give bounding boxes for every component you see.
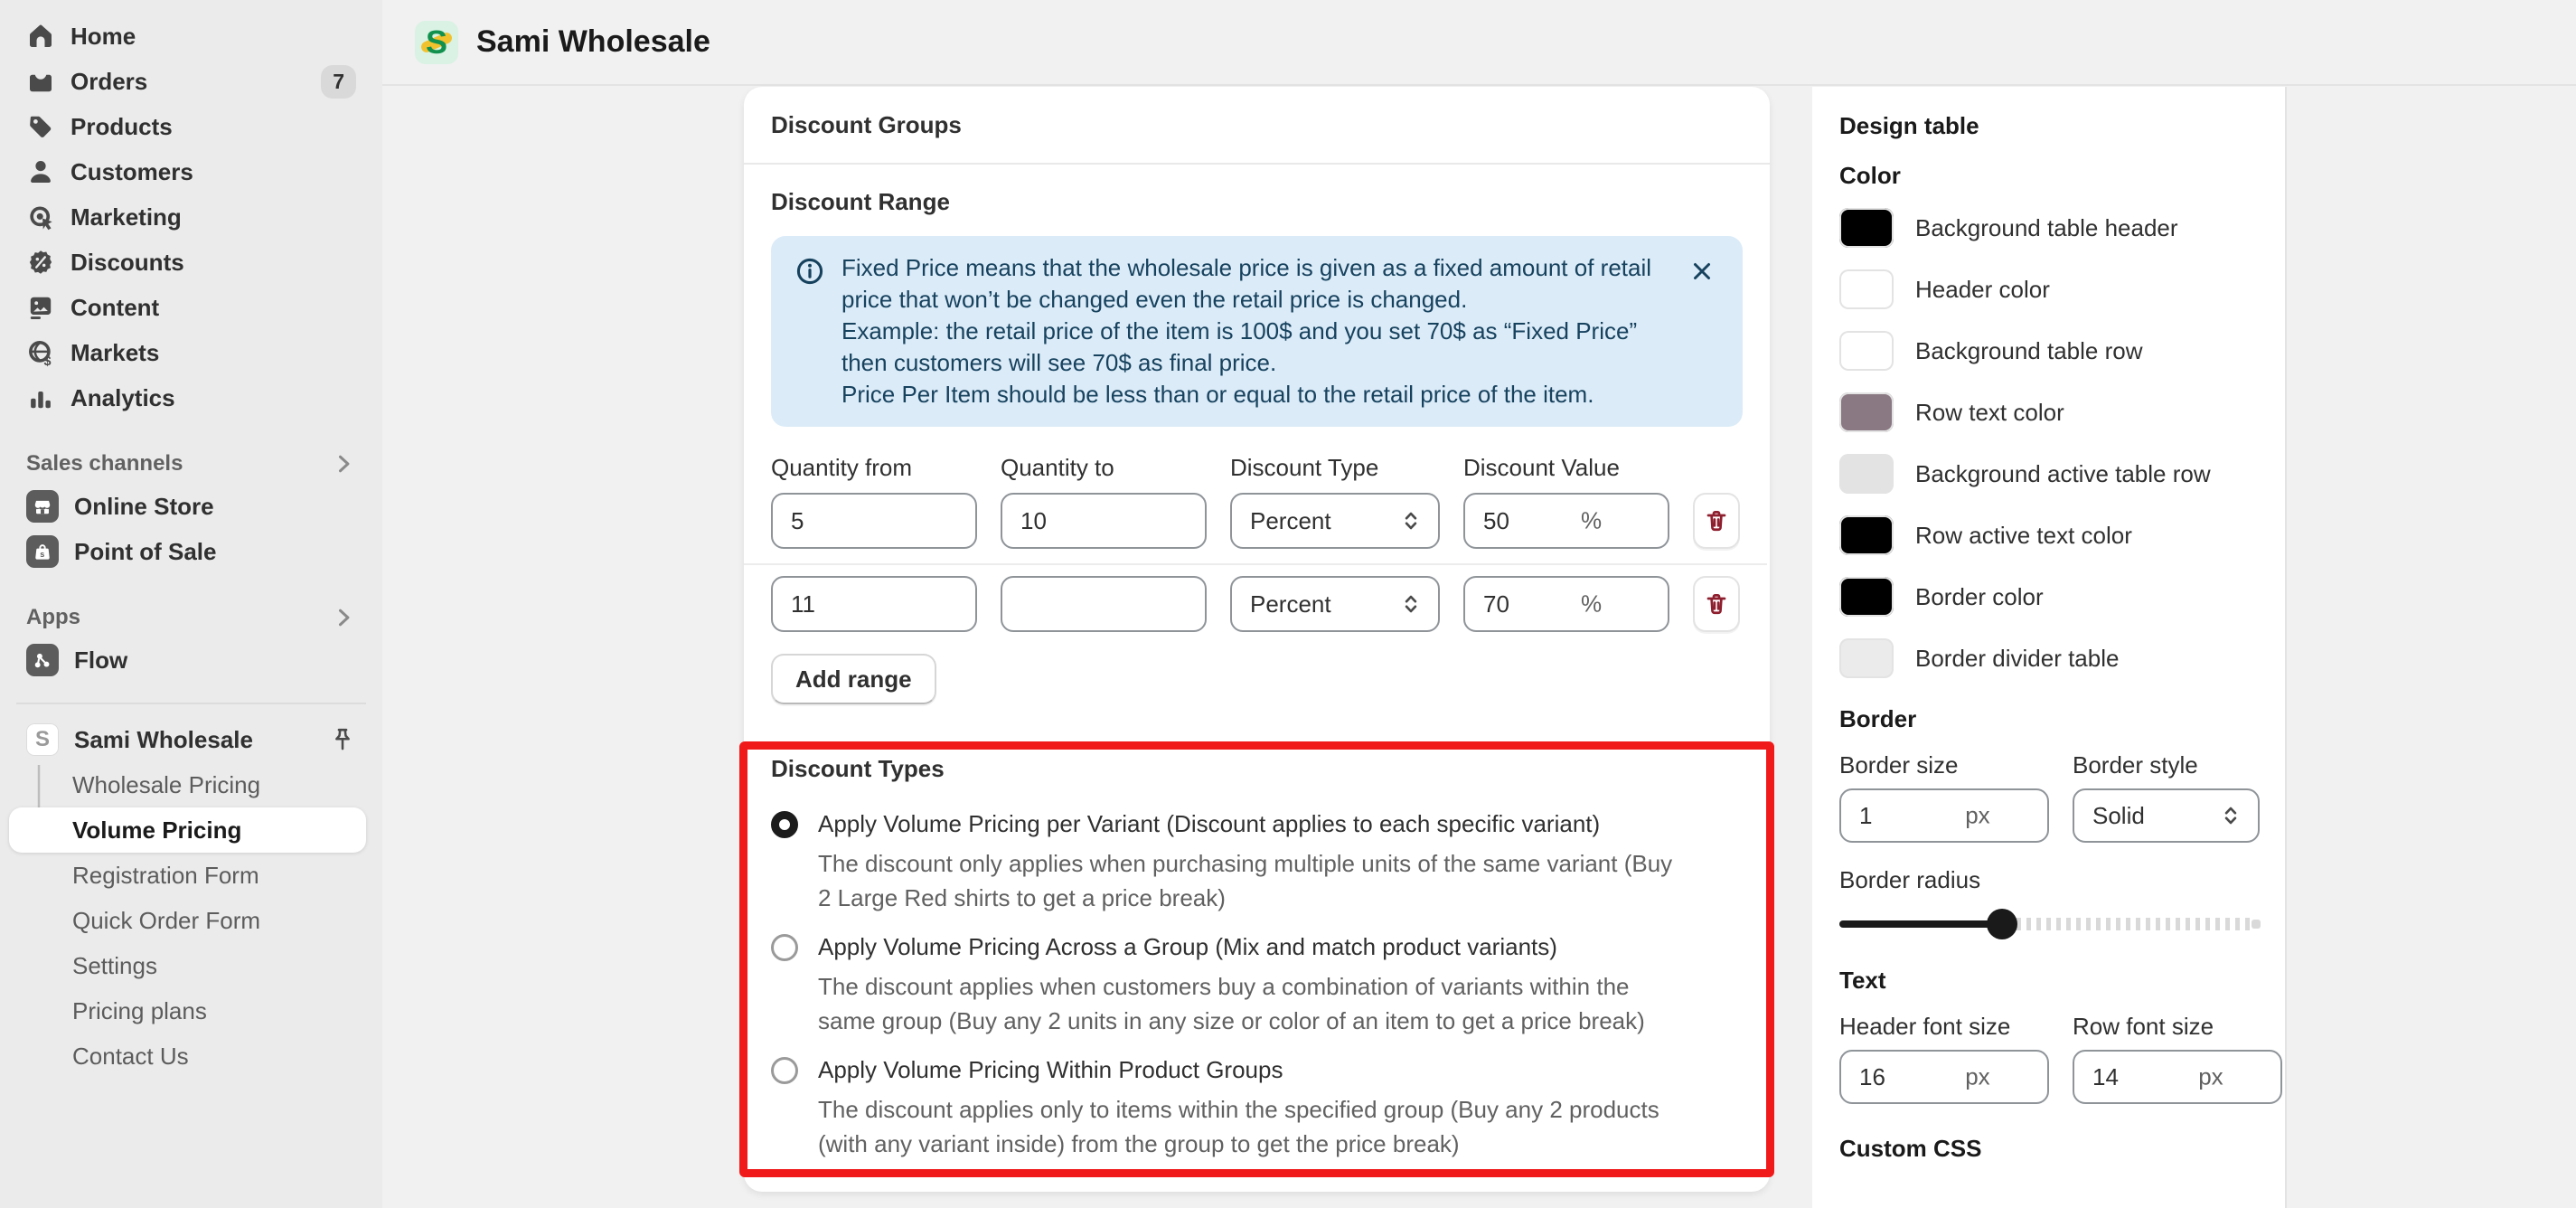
discount-type-select[interactable]: Percent	[1230, 493, 1440, 549]
sidebar-item-label: Markets	[71, 338, 160, 366]
online-store-icon	[26, 490, 59, 523]
svg-text:$: $	[43, 354, 52, 367]
sidebar-item-label: Sami Wholesale	[74, 725, 253, 753]
sidebar-item-point-of-sale[interactable]	[11, 529, 371, 574]
close-icon[interactable]	[1685, 254, 1719, 288]
quantity-from-input[interactable]	[771, 493, 977, 549]
subnav-item-quick-order-form[interactable]: Quick Order Form	[72, 906, 261, 934]
radio-within-product-groups[interactable]	[771, 1057, 798, 1084]
sidebar-item-home[interactable]	[11, 14, 371, 59]
sidebar-item-label: Products	[71, 112, 173, 140]
flow-icon	[26, 644, 59, 676]
color-swatch[interactable]	[1839, 515, 1894, 555]
card-header	[744, 87, 1770, 165]
design-table-panel: Design table Color Background table header Header color Background table row Row text color Background active table row Row active text color Border color Border divider table Border Border size 1 px Border style Solid Border radius Text Header font size 16 px Row font size 14 px Custom CSS	[1812, 87, 2287, 1208]
color-setting-row[interactable]: Background active table row	[1839, 454, 2258, 494]
subnav-item-wholesale-pricing[interactable]: Wholesale Pricing	[72, 770, 261, 798]
page-header	[382, 0, 2576, 86]
sidebar-item-markets[interactable]	[11, 330, 371, 375]
slider-handle[interactable]	[1987, 909, 2017, 939]
sidebar-item-sami-wholesale[interactable]	[11, 717, 371, 762]
discount-type-option: Apply Volume Pricing Within Product Groups The discount applies only to items within the specified group (Buy any 2 products (with any variant inside) from the group to get the price break)	[771, 1054, 1743, 1161]
home-icon	[26, 22, 55, 51]
quantity-to-input[interactable]	[1001, 576, 1207, 632]
sidebar-item-online-store[interactable]	[11, 484, 371, 529]
discount-type-select[interactable]: Percent	[1230, 576, 1440, 632]
radio-per-variant[interactable]	[771, 811, 798, 838]
subnav-item-contact-us[interactable]: Contact Us	[72, 1042, 189, 1070]
color-swatch[interactable]	[1839, 208, 1894, 248]
color-setting-row[interactable]: Row text color	[1839, 392, 2258, 432]
sidebar-item-label: Analytics	[71, 383, 175, 411]
text-section-title: Text	[1839, 967, 1886, 994]
quantity-to-input[interactable]	[1001, 493, 1207, 549]
color-setting-row[interactable]: Background table header	[1839, 208, 2258, 248]
select-chevron-icon	[1398, 591, 1424, 617]
color-section-title: Color	[1839, 162, 1901, 189]
header-font-size-input[interactable]	[1839, 1050, 2049, 1104]
quantity-from-input[interactable]	[771, 576, 977, 632]
discount-groups-card	[744, 87, 1770, 1192]
sidebar-item-content[interactable]	[11, 285, 371, 330]
sidebar-item-customers[interactable]	[11, 149, 371, 194]
header-font-size-label: Header font size	[1839, 1013, 2011, 1040]
border-style-label: Border style	[2073, 751, 2198, 779]
subnav-item-pricing-plans[interactable]: Pricing plans	[72, 996, 207, 1024]
sidebar-item-label: Orders	[71, 67, 148, 95]
discount-value-input[interactable]	[1463, 493, 1669, 549]
sidebar-item-label: Flow	[74, 646, 128, 674]
sidebar-item-label: Point of Sale	[74, 537, 217, 565]
slider-track-remaining	[2017, 918, 2254, 930]
discount-value-input[interactable]	[1463, 576, 1669, 632]
card-title: Discount Groups	[771, 110, 962, 138]
sidebar-item-label: Home	[71, 22, 136, 50]
subnav-item-volume-pricing[interactable]: Volume Pricing	[9, 807, 366, 853]
orders-count-badge: 7	[321, 65, 356, 99]
svg-text:s: s	[40, 550, 45, 560]
sidebar-item-analytics[interactable]	[11, 375, 371, 420]
discount-types-title: Discount Types	[771, 755, 945, 782]
chevron-right-icon	[331, 605, 356, 630]
discount-types-section	[771, 755, 1743, 1161]
sidebar-item-label: Customers	[71, 157, 193, 185]
banner-text: Fixed Price means that the wholesale price is given as a fixed amount of retail price that won’t be changed even the retail price is changed. Example: the retail price of the item is 100$ and you set 70$ as “Fixed Price” then customers will see 70$ as final price. Price Per Item should be less than or equal to the retail price of the item.	[841, 254, 1652, 408]
sidebar-item-flow[interactable]	[11, 637, 371, 683]
color-setting-row[interactable]: Border color	[1839, 577, 2258, 617]
color-swatch[interactable]	[1839, 331, 1894, 371]
sidebar-item-label: Online Store	[74, 492, 214, 520]
page-title: Sami Wholesale	[476, 24, 710, 59]
point-of-sale-icon	[26, 535, 59, 568]
custom-css-title: Custom CSS	[1839, 1135, 1982, 1162]
sidebar-item-orders[interactable]	[11, 59, 371, 104]
border-radius-slider[interactable]	[1839, 909, 2260, 939]
main-content	[382, 86, 2576, 1208]
color-swatch[interactable]	[1839, 269, 1894, 309]
sidebar-item-label: Discounts	[71, 248, 184, 276]
border-size-label: Border size	[1839, 751, 1959, 779]
app-subnav	[9, 762, 366, 1079]
border-style-select[interactable]: Solid	[2073, 788, 2260, 843]
sidebar-item-discounts[interactable]	[11, 240, 371, 285]
discount-type-option: Apply Volume Pricing per Variant (Discount applies to each specific variant) The discount only applies when purchasing multiple units of the same variant (Buy 2 Large Red shirts to get a price break)	[771, 808, 1743, 915]
pin-icon[interactable]	[329, 726, 356, 753]
sidebar-item-label: Content	[71, 293, 160, 321]
delete-range-button[interactable]	[1693, 493, 1740, 549]
sidebar-item-products[interactable]	[11, 104, 371, 149]
design-table-title: Design table	[1839, 112, 1979, 139]
apps-header[interactable]: Apps	[0, 598, 382, 637]
subnav-item-settings[interactable]: Settings	[72, 951, 157, 979]
sami-wholesale-app-icon: S	[26, 723, 59, 756]
orders-icon	[26, 67, 55, 96]
border-size-input[interactable]	[1839, 788, 2049, 843]
subnav-item-registration-form[interactable]: Registration Form	[72, 861, 259, 889]
row-font-size-input[interactable]	[2073, 1050, 2282, 1104]
range-row: 5 10 Percent 50 % 11 Percent 70 %	[771, 493, 1743, 632]
products-icon	[26, 112, 55, 141]
marketing-icon	[26, 203, 55, 231]
delete-range-button[interactable]	[1693, 576, 1740, 632]
info-banner	[771, 236, 1743, 427]
markets-icon	[26, 338, 55, 367]
add-range-button[interactable]: Add range	[771, 654, 936, 704]
border-radius-label: Border radius	[1839, 866, 1981, 893]
color-swatch[interactable]	[1839, 577, 1894, 617]
color-swatch[interactable]	[1839, 454, 1894, 494]
color-setting-row[interactable]: Header color	[1839, 269, 2258, 309]
sidebar	[0, 0, 382, 1208]
chevron-right-icon	[331, 451, 356, 477]
discount-range-title: Discount Range	[771, 188, 950, 215]
discounts-icon	[26, 248, 55, 277]
sidebar-divider	[16, 703, 366, 704]
analytics-icon	[26, 383, 55, 412]
info-icon	[794, 256, 825, 287]
customers-icon	[26, 157, 55, 186]
sami-wholesale-logo-icon: S	[415, 21, 458, 64]
sales-channels-header[interactable]: Sales channels	[0, 444, 382, 484]
color-setting-row[interactable]: Row active text color	[1839, 515, 2258, 555]
color-swatch[interactable]	[1839, 638, 1894, 678]
row-font-size-label: Row font size	[2073, 1013, 2214, 1040]
select-chevron-icon	[2218, 803, 2243, 828]
slider-track-filled	[1839, 920, 2002, 928]
sidebar-item-label: Marketing	[71, 203, 182, 231]
color-setting-row[interactable]: Border divider table	[1839, 638, 2258, 678]
radio-across-group[interactable]	[771, 934, 798, 961]
discount-type-option: Apply Volume Pricing Across a Group (Mix and match product variants) The discount applies when customers buy a combination of variants within the same group (Buy any 2 units in any size or color of an item to get a price break)	[771, 931, 1743, 1038]
range-table-header: Quantity from Quantity to Discount Type Discount Value	[771, 454, 1620, 481]
border-section-title: Border	[1839, 705, 1917, 732]
content-icon	[26, 293, 55, 322]
color-setting-row[interactable]: Background table row	[1839, 331, 2258, 371]
sidebar-item-marketing[interactable]	[11, 194, 371, 240]
select-chevron-icon	[1398, 508, 1424, 533]
color-swatch[interactable]	[1839, 392, 1894, 432]
